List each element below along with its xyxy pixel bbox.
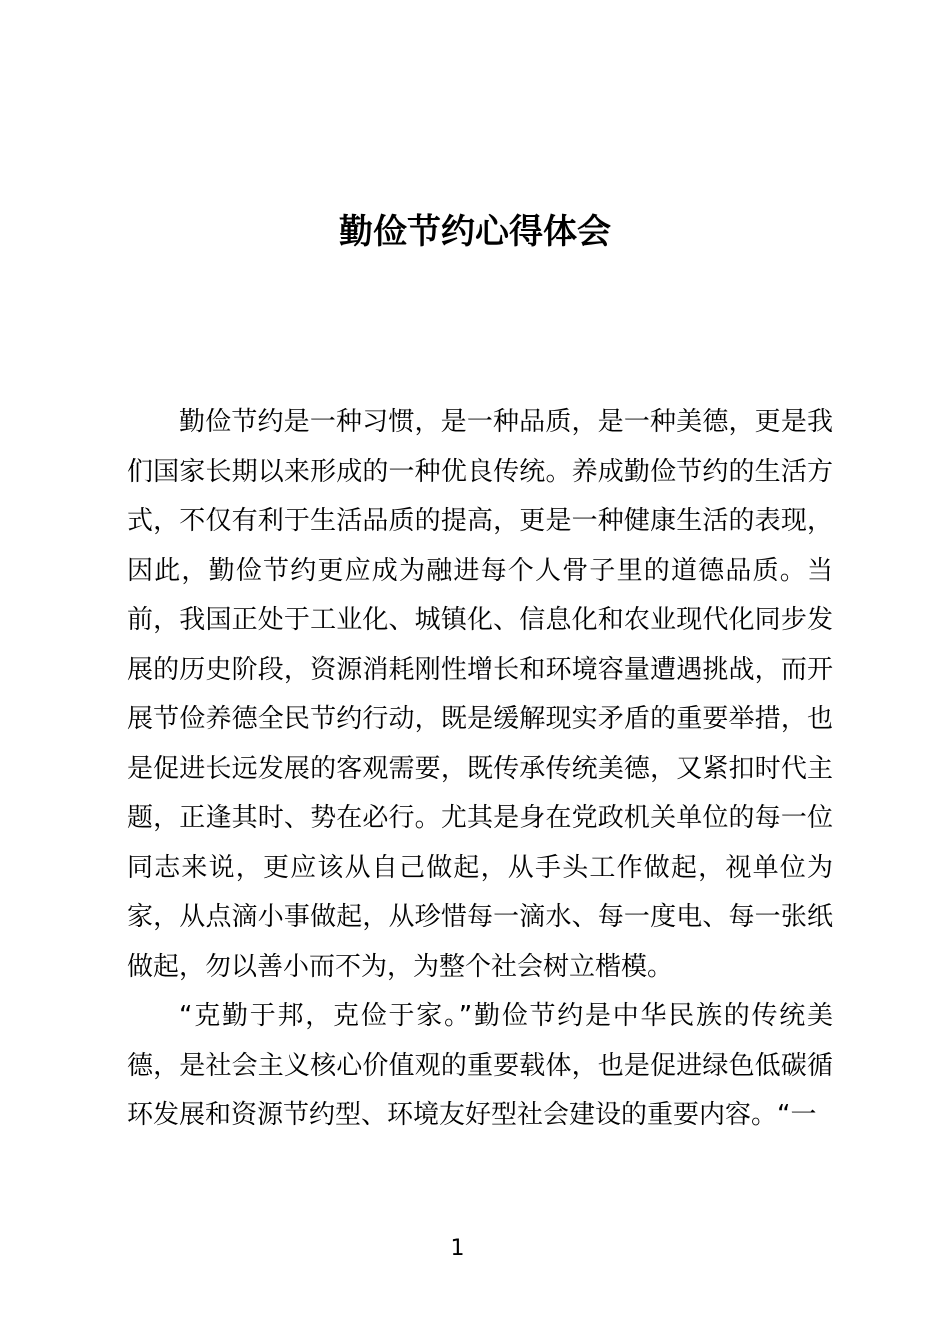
paragraph: 勤俭节约是一种习惯，是一种品质，是一种美德，更是我们国家长期以来形成的一种优良传统。养成勤俭节约的生活方式，不仅有利于生活品质的提高，更是一种健康生活的表现，因此，勤俭节约更应成为融进每个人骨子里的道德品质。当前，我国正处于工业化、城镇化、信息化和农业现代化同步发展的历史阶段，资源消耗刚性增长和环境容量遭遇挑战，而开展节俭养德全民节约行动，既是缓解现实矛盾的重要举措，也是促进长远发展的客观需要，既传承传统美德，又紧扣时代主题，正逢其时、势在必行。尤其是身在党政机关单位的每一位同志来说，更应该从自己做起，从手头工作做起，视单位为家，从点滴小事做起，从珍惜每一滴水、每一度电、每一张纸做起，勿以善小而不为，为整个社会树立楷模。 [127, 407, 833, 982]
document-body [127, 398, 833, 1141]
paragraph: “克勤于邦，克俭于家。”勤俭节约是中华民族的传统美德，是社会主义核心价值观的重要载体，也是促进绿色低碳循环发展和资源节约型、环境友好型社会建设的重要内容。“一 [127, 1001, 833, 1130]
document-title: 勤俭节约心得体会 [339, 212, 611, 252]
page-number: 1 [450, 1236, 465, 1261]
